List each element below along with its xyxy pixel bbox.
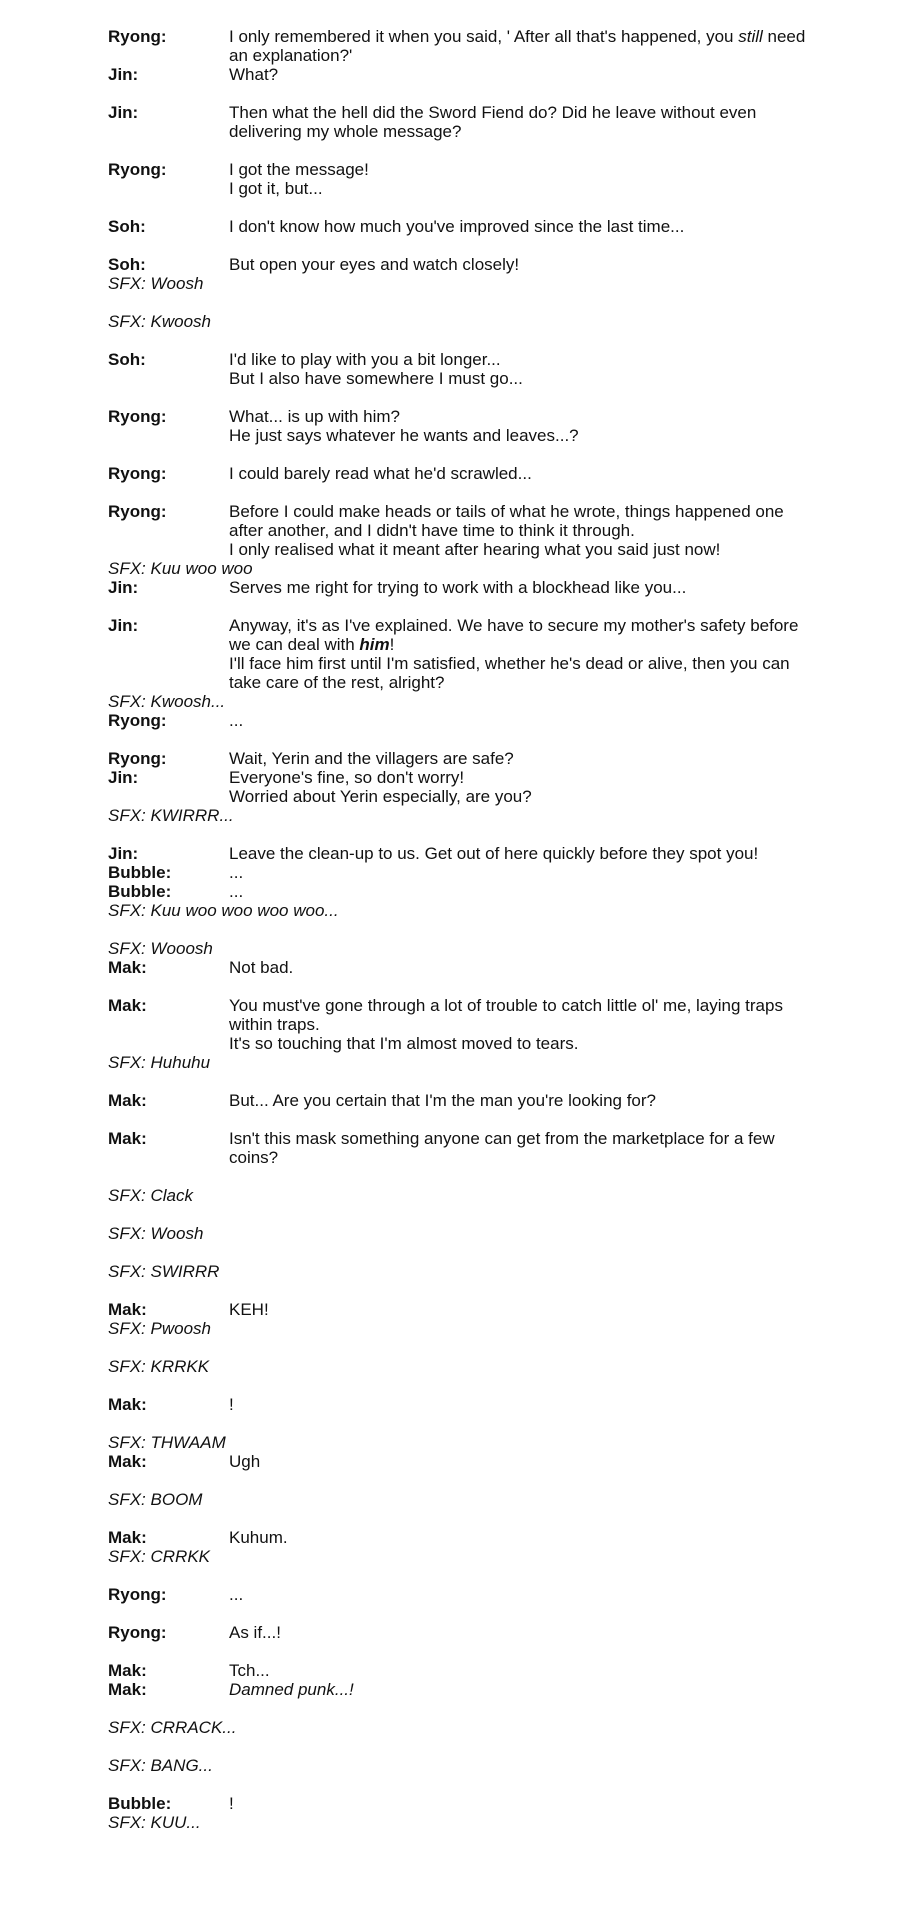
- speaker-name: Jin:: [108, 578, 139, 597]
- dialogue-text: [229, 711, 808, 730]
- blank-line: [108, 730, 808, 749]
- sfx-line: SFX: Pwoosh: [108, 1319, 211, 1338]
- text-segment: !: [389, 635, 395, 654]
- dialogue-text: [229, 65, 808, 84]
- dialogue-text: [229, 27, 808, 65]
- dialogue-line: [229, 711, 808, 730]
- blank-line: [108, 1414, 808, 1433]
- dialogue-row: [108, 1300, 808, 1319]
- dialogue-text: [229, 768, 808, 806]
- dialogue-text: [229, 578, 808, 597]
- text-segment: You must've gone through a lot of trouble to catch little ol' me, laying traps within traps.: [229, 996, 783, 1034]
- dialogue-text: [229, 958, 808, 977]
- dialogue-line: [229, 1091, 808, 1110]
- text-segment: Not bad.: [229, 958, 294, 977]
- text-segment: But I also have somewhere I must go...: [229, 369, 523, 388]
- dialogue-line: [229, 103, 808, 141]
- speaker-name: Mak:: [108, 1680, 147, 1699]
- sfx-line: SFX: BOOM: [108, 1490, 203, 1509]
- dialogue-row: [108, 1528, 808, 1547]
- speaker-name: Jin:: [108, 616, 139, 635]
- dialogue-row: [108, 255, 808, 274]
- blank-line: [108, 1376, 808, 1395]
- blank-line: [108, 1110, 808, 1129]
- blank-line: [108, 331, 808, 350]
- sfx-line: SFX: KRRKK: [108, 1357, 210, 1376]
- speaker-name: Ryong:: [108, 749, 167, 768]
- blank-line: [108, 1699, 808, 1718]
- text-segment: !: [229, 1395, 234, 1414]
- dialogue-line: [229, 65, 808, 84]
- text-segment: He just says whatever he wants and leaves...?: [229, 426, 579, 445]
- text-segment: What?: [229, 65, 279, 84]
- dialogue-text: [229, 103, 808, 141]
- text-segment: But open your eyes and watch closely!: [229, 255, 520, 274]
- blank-line: [108, 1471, 808, 1490]
- blank-line: [108, 1243, 808, 1262]
- text-segment: KEH!: [229, 1300, 269, 1319]
- dialogue-row: [108, 103, 808, 141]
- dialogue-line: [229, 426, 808, 445]
- speaker-name: Mak:: [108, 1452, 147, 1471]
- dialogue-line: [229, 1794, 808, 1813]
- dialogue-row: [108, 1661, 808, 1680]
- dialogue-line: [229, 654, 808, 692]
- dialogue-line: [229, 1528, 808, 1547]
- speaker-name: Ryong:: [108, 27, 167, 46]
- text-segment: But... Are you certain that I'm the man you're looking for?: [229, 1091, 656, 1110]
- sfx-line: SFX: Woosh: [108, 274, 204, 293]
- text-segment: Anyway, it's as I've explained. We have to secure my mother's safety before we can deal with: [229, 616, 799, 654]
- dialogue-text: [229, 255, 808, 274]
- blank-line: [108, 1072, 808, 1091]
- text-segment: Everyone's fine, so don't worry!: [229, 768, 465, 787]
- dialogue-row: [108, 1585, 808, 1604]
- dialogue-line: [229, 179, 808, 198]
- blank-line: [108, 1509, 808, 1528]
- dialogue-row: [108, 1794, 808, 1813]
- dialogue-row: [108, 407, 808, 445]
- emphasis-text: still: [738, 27, 763, 46]
- emphasis-text: Damned punk...!: [229, 1680, 354, 1699]
- speaker-name: Ryong:: [108, 711, 167, 730]
- sfx-line: SFX: Wooosh: [108, 939, 213, 958]
- dialogue-row: [108, 996, 808, 1053]
- speaker-name: Mak:: [108, 1300, 147, 1319]
- speaker-name: Mak:: [108, 958, 147, 977]
- sfx-line: SFX: THWAAM: [108, 1433, 226, 1452]
- blank-line: [108, 1737, 808, 1756]
- speaker-name: Jin:: [108, 768, 139, 787]
- sfx-line: SFX: Kwoosh: [108, 312, 211, 331]
- dialogue-row: [108, 844, 808, 863]
- dialogue-line: [229, 1680, 808, 1699]
- dialogue-text: [229, 996, 808, 1053]
- dialogue-row: [108, 1452, 808, 1471]
- dialogue-text: [229, 1300, 808, 1319]
- dialogue-text: [229, 502, 808, 559]
- blank-line: [108, 388, 808, 407]
- speaker-name: Soh:: [108, 217, 146, 236]
- dialogue-line: [229, 27, 808, 65]
- blank-line: [108, 236, 808, 255]
- text-segment: I only remembered it when you said, ' After all that's happened, you: [229, 27, 739, 46]
- text-segment: I could barely read what he'd scrawled...: [229, 464, 532, 483]
- dialogue-line: [229, 1452, 808, 1471]
- speaker-name: Ryong:: [108, 160, 167, 179]
- blank-line: [108, 483, 808, 502]
- dialogue-text: [229, 1091, 808, 1110]
- dialogue-text: [229, 1452, 808, 1471]
- sfx-line: SFX: Clack: [108, 1186, 194, 1205]
- dialogue-row: [108, 217, 808, 236]
- dialogue-line: [229, 882, 808, 901]
- speaker-name: Ryong:: [108, 407, 167, 426]
- blank-line: [108, 1642, 808, 1661]
- dialogue-text: [229, 749, 808, 768]
- dialogue-row: [108, 1395, 808, 1414]
- blank-line: [108, 825, 808, 844]
- speaker-name: Soh:: [108, 350, 146, 369]
- dialogue-text: [229, 1395, 808, 1414]
- dialogue-line: [229, 1661, 808, 1680]
- dialogue-row: [108, 768, 808, 806]
- sfx-line: SFX: BANG...: [108, 1756, 213, 1775]
- dialogue-line: [229, 787, 808, 806]
- dialogue-line: [229, 350, 808, 369]
- blank-line: [108, 1775, 808, 1794]
- dialogue-row: [108, 27, 808, 65]
- dialogue-row: [108, 863, 808, 882]
- dialogue-row: [108, 464, 808, 483]
- sfx-line: SFX: SWIRRR: [108, 1262, 220, 1281]
- text-segment: ...: [229, 1585, 244, 1604]
- dialogue-line: [229, 407, 808, 426]
- speaker-name: Ryong:: [108, 502, 167, 521]
- dialogue-line: [229, 1129, 808, 1167]
- blank-line: [108, 445, 808, 464]
- dialogue-line: [229, 1034, 808, 1053]
- text-segment: ...: [229, 882, 244, 901]
- speaker-name: Mak:: [108, 1661, 147, 1680]
- dialogue-line: [229, 255, 808, 274]
- dialogue-row: [108, 350, 808, 388]
- blank-line: [108, 597, 808, 616]
- dialogue-line: [229, 1585, 808, 1604]
- dialogue-text: [229, 350, 808, 388]
- text-segment: I got the message!: [229, 160, 369, 179]
- dialogue-line: [229, 1300, 808, 1319]
- dialogue-text: [229, 407, 808, 445]
- text-segment: I don't know how much you've improved since the last time...: [229, 217, 685, 236]
- dialogue-row: [108, 160, 808, 198]
- text-segment: Leave the clean-up to us. Get out of here quickly before they spot you!: [229, 844, 759, 863]
- dialogue-line: [229, 217, 808, 236]
- sfx-line: SFX: KUU...: [108, 1813, 201, 1832]
- blank-line: [108, 977, 808, 996]
- dialogue-row: [108, 711, 808, 730]
- script-transcript: [108, 27, 808, 1832]
- text-segment: I'll face him first until I'm satisfied, whether he's dead or alive, then you can take care of the rest, alright?: [229, 654, 790, 692]
- emphasis-text: him: [359, 635, 390, 654]
- dialogue-line: [229, 749, 808, 768]
- sfx-line: SFX: Huhuhu: [108, 1053, 211, 1072]
- blank-line: [108, 84, 808, 103]
- dialogue-line: [229, 464, 808, 483]
- blank-line: [108, 1338, 808, 1357]
- sfx-line: SFX: Kuu woo woo: [108, 559, 253, 578]
- dialogue-text: [229, 1794, 808, 1813]
- dialogue-text: [229, 616, 808, 692]
- dialogue-line: [229, 958, 808, 977]
- dialogue-line: [229, 578, 808, 597]
- speaker-name: Mak:: [108, 1528, 147, 1547]
- dialogue-line: [229, 996, 808, 1034]
- speaker-name: Ryong:: [108, 1623, 167, 1642]
- sfx-line: SFX: KWIRRR...: [108, 806, 234, 825]
- text-segment: I'd like to play with you a bit longer...: [229, 350, 501, 369]
- sfx-line: SFX: Kuu woo woo woo woo...: [108, 901, 339, 920]
- dialogue-text: [229, 1680, 808, 1699]
- text-segment: I only realised what it meant after hearing what you said just now!: [229, 540, 721, 559]
- dialogue-line: [229, 540, 808, 559]
- dialogue-text: [229, 217, 808, 236]
- text-segment: Serves me right for trying to work with a blockhead like you...: [229, 578, 687, 597]
- blank-line: [108, 920, 808, 939]
- text-segment: Wait, Yerin and the villagers are safe?: [229, 749, 514, 768]
- dialogue-text: [229, 1129, 808, 1167]
- text-segment: Then what the hell did the Sword Fiend do? Did he leave without even delivering my whole message?: [229, 103, 757, 141]
- blank-line: [108, 141, 808, 160]
- sfx-line: SFX: CRRACK...: [108, 1718, 237, 1737]
- blank-line: [108, 1281, 808, 1300]
- blank-line: [108, 1604, 808, 1623]
- dialogue-text: [229, 863, 808, 882]
- text-segment: Isn't this mask something anyone can get from the marketplace for a few coins?: [229, 1129, 775, 1167]
- text-segment: Worried about Yerin especially, are you?: [229, 787, 532, 806]
- dialogue-line: [229, 768, 808, 787]
- text-segment: need an explanation?': [229, 27, 806, 65]
- dialogue-row: [108, 616, 808, 692]
- text-segment: ...: [229, 863, 244, 882]
- text-segment: Ugh: [229, 1452, 261, 1471]
- dialogue-row: [108, 1623, 808, 1642]
- text-segment: !: [229, 1794, 234, 1813]
- speaker-name: Jin:: [108, 65, 139, 84]
- speaker-name: Bubble:: [108, 1794, 172, 1813]
- dialogue-row: [108, 749, 808, 768]
- dialogue-row: [108, 1091, 808, 1110]
- blank-line: [108, 1566, 808, 1585]
- dialogue-text: [229, 1528, 808, 1547]
- dialogue-text: [229, 464, 808, 483]
- blank-line: [108, 293, 808, 312]
- speaker-name: Ryong:: [108, 464, 167, 483]
- dialogue-line: [229, 616, 808, 654]
- speaker-name: Bubble:: [108, 863, 172, 882]
- dialogue-line: [229, 1623, 808, 1642]
- dialogue-text: [229, 1623, 808, 1642]
- strong-emphasis: [359, 635, 389, 654]
- text-segment: Before I could make heads or tails of what he wrote, things happened one after another, and I didn't have time to think it through.: [229, 502, 784, 540]
- dialogue-row: [108, 882, 808, 901]
- dialogue-row: [108, 958, 808, 977]
- dialogue-line: [229, 369, 808, 388]
- speaker-name: Mak:: [108, 1091, 147, 1110]
- sfx-line: SFX: Kwoosh...: [108, 692, 226, 711]
- speaker-name: Jin:: [108, 103, 139, 122]
- speaker-name: Bubble:: [108, 882, 172, 901]
- dialogue-row: [108, 502, 808, 559]
- dialogue-row: [108, 65, 808, 84]
- dialogue-text: [229, 882, 808, 901]
- text-segment: It's so touching that I'm almost moved to tears.: [229, 1034, 579, 1053]
- speaker-name: Mak:: [108, 1129, 147, 1148]
- dialogue-row: [108, 578, 808, 597]
- dialogue-text: [229, 1661, 808, 1680]
- dialogue-text: [229, 160, 808, 198]
- text-segment: ...: [229, 711, 244, 730]
- sfx-line: SFX: CRRKK: [108, 1547, 211, 1566]
- dialogue-line: [229, 1395, 808, 1414]
- blank-line: [108, 1167, 808, 1186]
- text-segment: Tch...: [229, 1661, 270, 1680]
- dialogue-line: [229, 863, 808, 882]
- speaker-name: Ryong:: [108, 1585, 167, 1604]
- blank-line: [108, 198, 808, 217]
- blank-line: [108, 1205, 808, 1224]
- dialogue-text: [229, 1585, 808, 1604]
- dialogue-line: [229, 160, 808, 179]
- speaker-name: Soh:: [108, 255, 146, 274]
- text-segment: I got it, but...: [229, 179, 323, 198]
- sfx-line: SFX: Woosh: [108, 1224, 204, 1243]
- text-segment: As if...!: [229, 1623, 281, 1642]
- dialogue-text: [229, 844, 808, 863]
- text-segment: What... is up with him?: [229, 407, 401, 426]
- speaker-name: Mak:: [108, 1395, 147, 1414]
- dialogue-line: [229, 844, 808, 863]
- speaker-name: Jin:: [108, 844, 139, 863]
- dialogue-row: [108, 1680, 808, 1699]
- speaker-name: Mak:: [108, 996, 147, 1015]
- dialogue-line: [229, 502, 808, 540]
- text-segment: Kuhum.: [229, 1528, 288, 1547]
- dialogue-row: [108, 1129, 808, 1167]
